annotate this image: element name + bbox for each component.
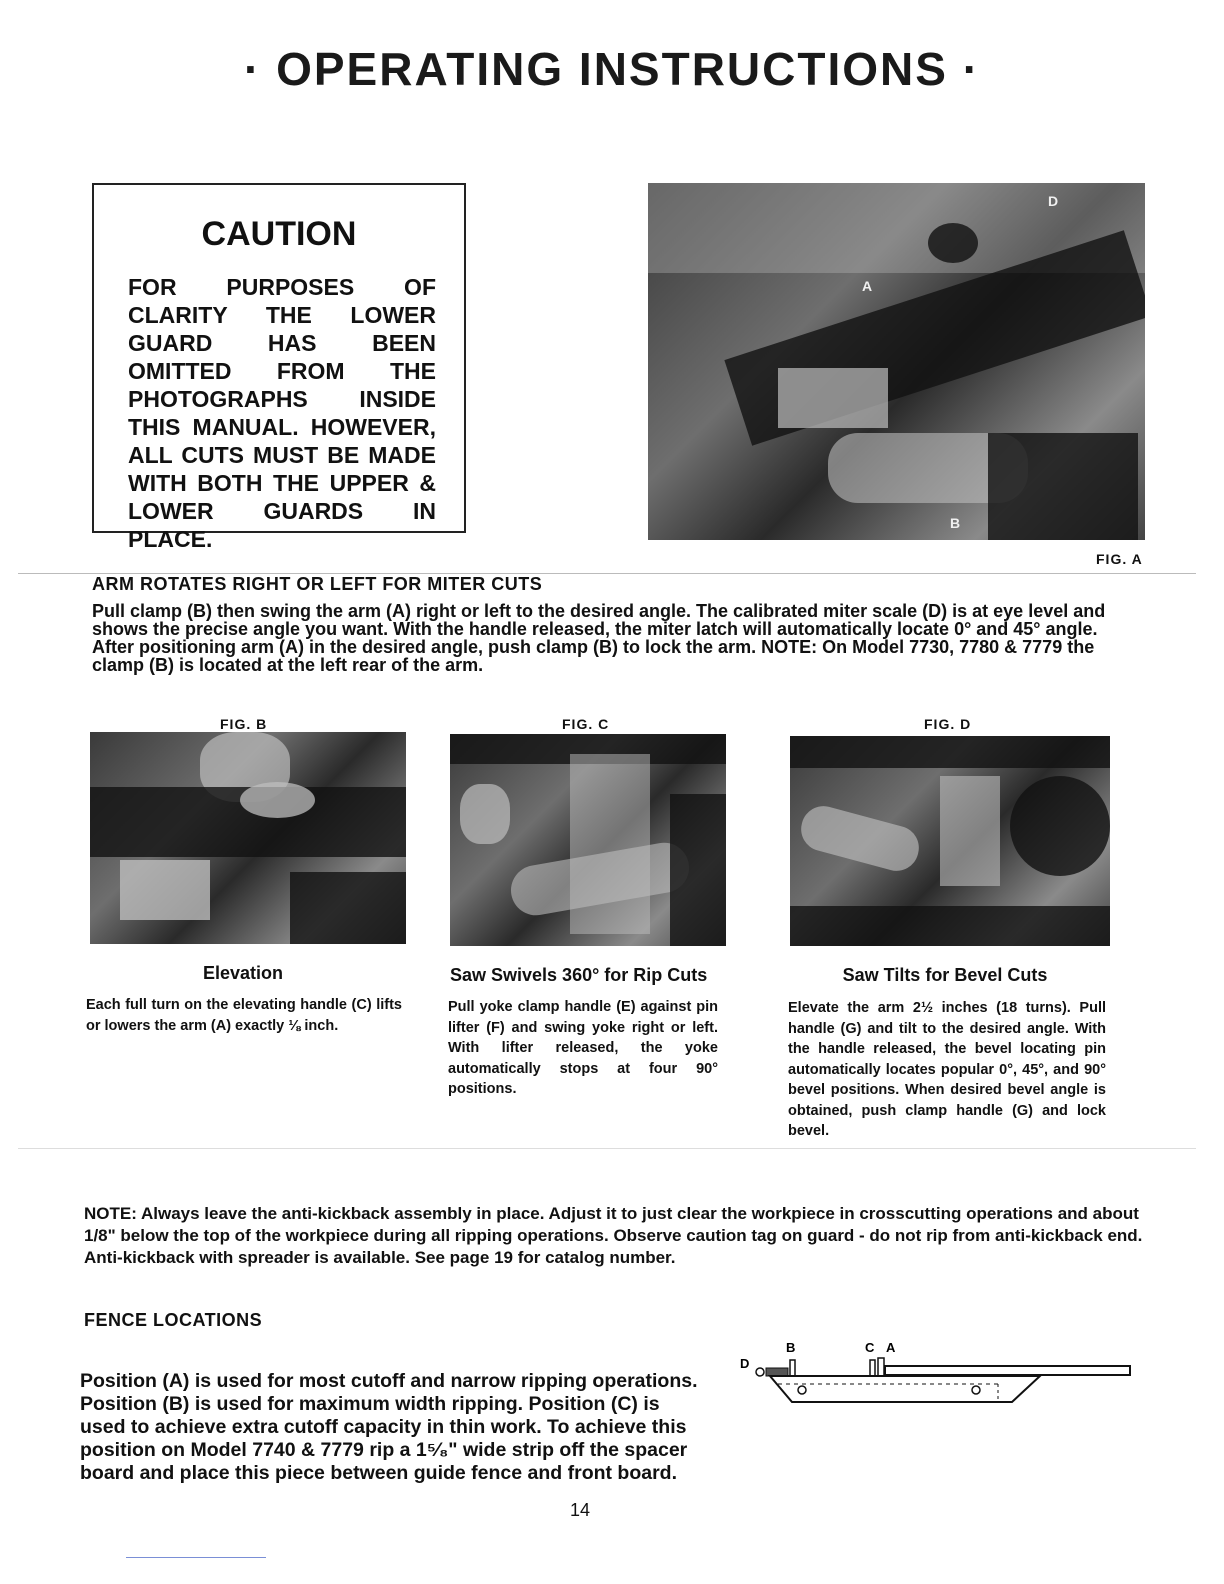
fence-bolt [798,1386,806,1394]
fence-table [770,1376,1040,1402]
fence-slot-b [790,1360,795,1376]
fig-d-label: FIG. D [924,716,972,732]
fence-label-c: C [865,1340,875,1355]
fig-a-callout-b: B [950,515,961,531]
fig-a-photo [648,183,1145,540]
fig-c-caption-title: Saw Swivels 360° for Rip Cuts [450,965,708,985]
fig-a-callout-d: D [1048,193,1059,209]
caution-text: FOR PURPOSES OF CLARITY THE LOWER GUARD HAS BEEN OMITTED FROM THE PHOTOGRAPHS INSIDE THIS MANUAL. HOWEVER, ALL CUTS MUST BE MADE WITH BOTH THE UPPER & LOWER GUARDS IN PLACE. [128,274,436,552]
fence-bolt [972,1386,980,1394]
fence-rail [885,1366,1130,1375]
fence-diagram [730,1336,1140,1416]
fig-b-photo [90,732,406,944]
fence-clamp [766,1368,788,1376]
miter-body: Pull clamp (B) then swing the arm (A) right or left to the desired angle. The calibrated miter scale (D) is at eye level and shows the precise angle you want. With the handle released, the miter latch will automatically locate 0° and 45° angle. After positioning arm (A) in the desired angle, push clamp (B) to lock the arm. NOTE: On Model 7730, 7780 & 7779 the clamp (B) is located at the left rear of the arm. [92,601,1106,675]
fig-d-photo [790,736,1110,946]
fig-d-caption-text: Elevate the arm 2½ inches (18 turns). Pull handle (G) and tilt to the desired angle. With the handle released, the bevel locating pin automatically locates popular 0°, 45°, and 90° bevel positions. When desired bevel angle is obtained, push clamp handle (G) and lock bevel. [788,1000,1106,1139]
bottom-rule [126,1557,266,1558]
caution-title: CAUTION [201,215,357,253]
divider [18,1148,1196,1149]
fence-label-b: B [786,1340,796,1355]
fence-slot-a [878,1358,884,1376]
fig-c-label: FIG. C [562,716,610,732]
fence-label-a: A [886,1340,896,1355]
fence-knob [756,1368,764,1376]
miter-heading: ARM ROTATES RIGHT OR LEFT FOR MITER CUTS [92,574,543,594]
fence-body: Position (A) is used for most cutoff and narrow ripping operations. Position (B) is used for maximum width ripping. Position (C) is used to achieve extra cutoff capacity in thin work. To achieve this position on Model 7740 & 7779 rip a 1⁵⁄₈" wide strip off the spacer board and place this piece between guide fence and front board. [80,1370,698,1484]
fig-c-photo [450,734,726,946]
fig-a-callout-a: A [862,278,873,294]
fence-slot-c [870,1360,875,1376]
fence-diagram-svg [730,1336,1140,1416]
page-number: 14 [570,1500,591,1520]
fence-label-d: D [740,1356,750,1371]
fig-a-label: FIG. A [1096,551,1143,567]
fence-heading: FENCE LOCATIONS [84,1310,263,1330]
fig-b-caption-text: Each full turn on the elevating handle (C) lifts or lowers the arm (A) exactly ⅛ inch. [86,997,402,1034]
fig-d-caption-title: Saw Tilts for Bevel Cuts [842,965,1048,985]
anti-kickback-note: NOTE: Always leave the anti-kickback assembly in place. Adjust it to just clear the workpiece in crosscutting operations and about 1/8" below the top of the workpiece during all ripping operations. Observe caution tag on guard - do not rip from anti-kickback end. Anti-kickback with spreader is available. See page 19 for catalog number. [84,1204,1143,1267]
fig-b-caption-title: Elevation [202,963,284,983]
fig-b-label: FIG. B [220,716,268,732]
fig-c-caption-text: Pull yoke clamp handle (E) against pin lifter (F) and swing yoke right or left. With lifter released, the yoke automatically stops at four 90° positions. [448,999,718,1097]
page-title: · OPERATING INSTRUCTIONS · [243,43,981,95]
